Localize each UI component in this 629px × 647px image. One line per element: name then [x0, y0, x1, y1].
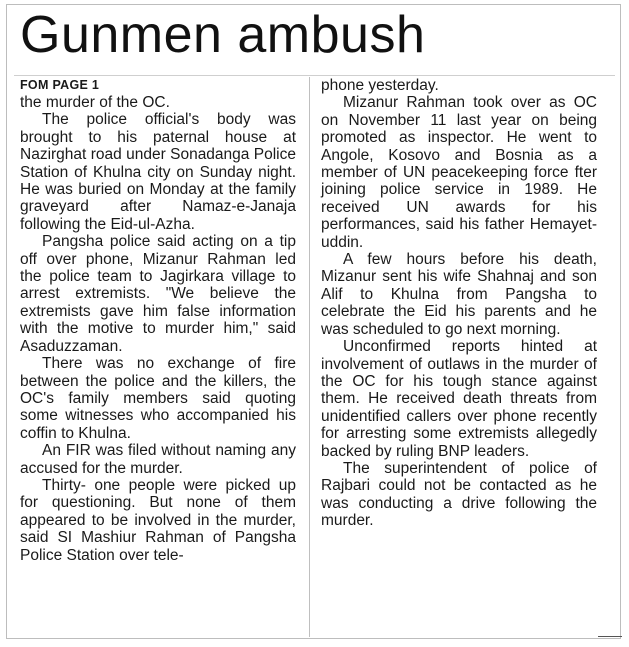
continuation-kicker: FOM PAGE 1: [20, 78, 100, 92]
paragraph: There was no exchange of fire between the police and the killers, the OC's family members said quoting some witnesses who accompanied his coffin to Khulna.: [20, 355, 296, 442]
headline-rule: [14, 75, 615, 76]
paragraph: phone yesterday.: [321, 77, 439, 94]
right-column: [321, 77, 597, 530]
paragraph: The superintendent of police of Rajbari could not be contacted as he was conducting a drive following the murder.: [321, 459, 597, 530]
column-divider: [309, 77, 310, 637]
paragraph: Thirty- one people were picked up for questioning. But none of them appeared to be involved in the murder, said SI Mashiur Rahman of Pangsha Police Station over tele-: [20, 476, 296, 564]
paragraph: Unconfirmed reports hinted at involvement of outlaws in the murder of the OC for his tough stance against them. He received death threats from unidentified callers over phone recently for arresting some extremists allegedly backed by ruling BNP leaders.: [321, 338, 597, 460]
headline: Gunmen ambush: [20, 6, 426, 64]
continuation-mark: [598, 636, 622, 637]
left-column: [20, 77, 296, 564]
paragraph: A few hours before his death, Mizanur sent his wife Shahnaj and son Alif to Khulna from Pangsha to celebrate the Eid his parents and he was scheduled to go next morning.: [321, 251, 597, 338]
paragraph: The police official's body was brought to his paternal house at Nazirghat road under Sonadanga Police Station of Khulna city on Sunday night. He was buried on Monday at the family graveyard after Namaz-e-Janaja following the Eid-ul-Azha.: [20, 111, 296, 233]
paragraph: Pangsha police said acting on a tip off over phone, Mizanur Rahman led the police team to Jagirkara village to arrest extremists. "We believe the extremists gave him false information with the motive to murder him," said Asaduzzaman.: [20, 233, 296, 355]
paragraph: Mizanur Rahman took over as OC on November 11 last year on being promoted as inspector. He went to Angole, Kosovo and Bosnia as a member of UN peacekeeping force fter joining police service in 1989. He received UN awards for his performances, said his father Hemayet-uddin.: [321, 94, 597, 251]
paragraph: An FIR was filed without naming any accused for the murder.: [20, 442, 296, 477]
paragraph: the murder of the OC.: [20, 94, 170, 111]
